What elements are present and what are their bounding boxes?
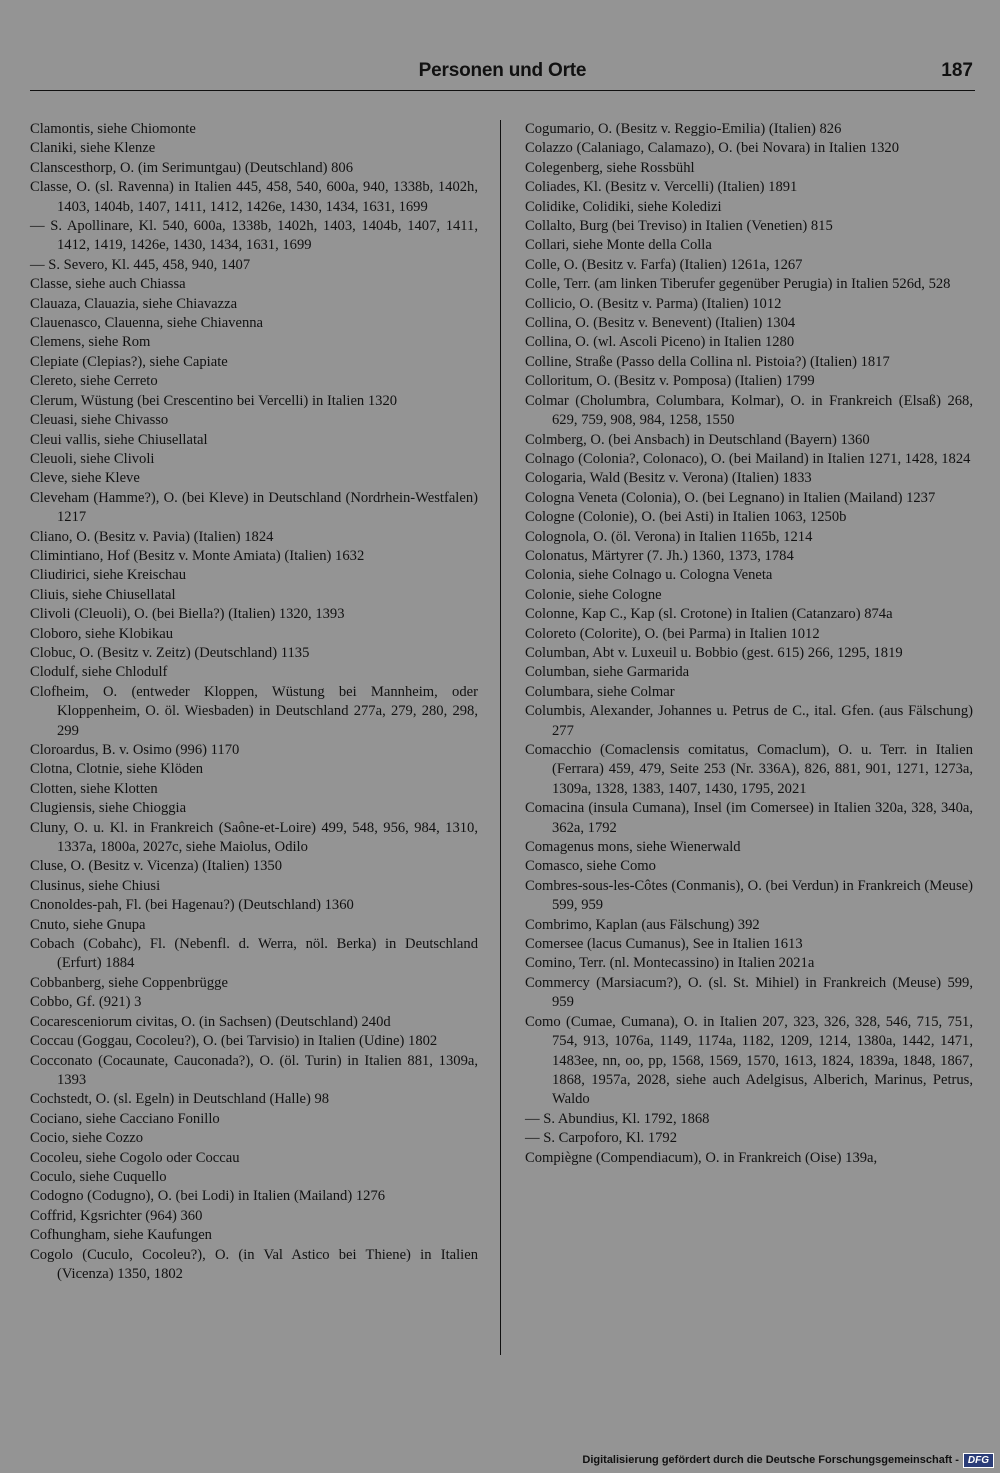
footer-credit: Digitalisierung gefördert durch die Deutsche Forschungsgemeinschaft - <box>582 1454 959 1466</box>
index-entry: Clivoli (Cleuoli), O. (bei Biella?) (Italien) 1320, 1393 <box>30 606 345 623</box>
index-entry: Cluny, O. u. Kl. in Frankreich (Saône-et-Loire) 499, 548, 956, 984, 1310, 1337a, 1800a, 2027c, siehe Maiolus, Odilo <box>30 819 478 856</box>
index-entry: Comino, Terr. (nl. Montecassino) in Italien 2021a <box>525 955 815 972</box>
index-entry: Cleuasi, siehe Chivasso <box>30 412 169 429</box>
index-entry: Cocconato (Cocaunate, Cauconada?), O. (öl. Turin) in Italien 881, 1309a, 1393 <box>30 1052 478 1088</box>
page-title: Personen und Orte <box>418 60 587 81</box>
index-entry: Clotten, siehe Klotten <box>30 780 158 797</box>
dfg-logo-icon: DFG <box>963 1453 994 1468</box>
index-entry: Clepiate (Clepias?), siehe Capiate <box>30 353 228 370</box>
index-entry: Columban, siehe Garmarida <box>525 664 690 681</box>
index-entry: Collicio, O. (Besitz v. Parma) (Italien) 1012 <box>525 295 782 312</box>
page-number: 187 <box>941 60 973 81</box>
index-entry: Cobach (Cobahc), Fl. (Nebenfl. d. Werra, nöl. Berka) in Deutschland (Erfurt) 1884 <box>30 936 478 972</box>
index-entry: Claniki, siehe Klenze <box>30 140 156 157</box>
index-entry: Cleveham (Hamme?), O. (bei Kleve) in Deutschland (Nordrhein-Westfalen) 1217 <box>30 489 478 526</box>
index-entry: Columban, Abt v. Luxeuil u. Bobbio (gest. 615) 266, 1295, 1819 <box>525 644 903 661</box>
index-entry: Combres-sous-les-Côtes (Conmanis), O. (bei Verdun) in Frankreich (Meuse) 599, 959 <box>525 877 973 914</box>
index-entry: — S. Carpoforo, Kl. 1792 <box>525 1130 678 1147</box>
index-entry: Clauenasco, Clauenna, siehe Chiavenna <box>30 315 264 332</box>
index-entry: Colline, Straße (Passo della Collina nl. Pistoia?) (Italien) 1817 <box>525 353 890 370</box>
index-entry: Cologaria, Wald (Besitz v. Verona) (Italien) 1833 <box>525 470 812 487</box>
index-entry: Cleve, siehe Kleve <box>30 470 140 487</box>
index-entry: Colidike, Colidiki, siehe Koledizi <box>525 198 722 215</box>
index-entry: Classe, O. (sl. Ravenna) in Italien 445, 458, 540, 600a, 940, 1338b, 1402h, 1403, 1404b, 1407, 1411, 1412, 1426e, 1430, 1434, 1631, 1699 <box>30 179 478 215</box>
index-entry: Cliano, O. (Besitz v. Pavia) (Italien) 1824 <box>30 528 274 545</box>
index-entry: Cliuis, siehe Chiusellatal <box>30 586 176 603</box>
index-entry: Clereto, siehe Cerreto <box>30 373 158 390</box>
index-entry: Cnuto, siehe Gnupa <box>30 916 146 933</box>
index-entry: Clugiensis, siehe Chioggia <box>30 800 187 817</box>
index-entry: Cocaresceniorum civitas, O. (in Sachsen) (Deutschland) 240d <box>30 1013 391 1030</box>
index-entry: Cluse, O. (Besitz v. Vicenza) (Italien) 1350 <box>30 858 283 875</box>
index-entry: — S. Abundius, Kl. 1792, 1868 <box>525 1110 710 1127</box>
index-entry: — S. Severo, Kl. 445, 458, 940, 1407 <box>30 256 251 273</box>
index-entry: Cogolo (Cuculo, Cocoleu?), O. (in Val Astico bei Thiene) in Italien (Vicenza) 1350, 1802 <box>30 1246 478 1282</box>
index-entry: Colnago (Colonia?, Colonaco), O. (bei Mailand) in Italien 1271, 1428, 1824 <box>525 450 971 467</box>
index-entry: Como (Cumae, Cumana), O. in Italien 207, 323, 326, 328, 546, 715, 751, 754, 913, 1076a, 1149, 1174a, 1182, 1209, 1214, 1380a, 1442, 1471, 1483ee, nn, oo, pp, 1568, 1569, 1570, 1613, 1824, 1839a, 1848, 1867, 1868, 1957a, 2028, siehe auch Adelgisus, Alberich, Marinus, Petrus, Waldo <box>525 1013 973 1108</box>
column-divider <box>500 120 501 1355</box>
index-entry: Clauaza, Clauazia, siehe Chiavazza <box>30 295 238 312</box>
index-entry: Clofheim, O. (entweder Kloppen, Wüstung bei Mannheim, oder Kloppenheim, O. öl. Wiesbaden) in Deutschland 277a, 279, 280, 298, 299 <box>30 683 478 739</box>
index-entry: Cocoleu, siehe Cogolo oder Coccau <box>30 1149 240 1166</box>
index-entry: Cobbanberg, siehe Coppenbrügge <box>30 974 228 991</box>
index-entry: Cofhungham, siehe Kaufungen <box>30 1227 212 1244</box>
index-column-right <box>525 120 973 1168</box>
index-entry: Clemens, siehe Rom <box>30 334 151 351</box>
index-entry: Colle, O. (Besitz v. Farfa) (Italien) 1261a, 1267 <box>525 256 803 273</box>
index-entry: Collina, O. (wl. Ascoli Piceno) in Italien 1280 <box>525 334 795 351</box>
index-entry: Colazzo (Calaniago, Calamazo), O. (bei Novara) in Italien 1320 <box>525 140 900 157</box>
index-entry: Cloboro, siehe Klobikau <box>30 625 174 642</box>
index-entry: Clanscesthorp, O. (im Serimuntgau) (Deutschland) 806 <box>30 159 354 176</box>
index-entry: Clobuc, O. (Besitz v. Zeitz) (Deutschland) 1135 <box>30 644 310 661</box>
index-entry: Colmar (Cholumbra, Columbara, Kolmar), O. in Frankreich (Elsaß) 268, 629, 759, 908, 984, 1258, 1550 <box>525 392 973 429</box>
index-entry: Cologna Veneta (Colonia), O. (bei Legnano) in Italien (Mailand) 1237 <box>525 489 936 506</box>
index-entry: Combrimo, Kaplan (aus Fälschung) 392 <box>525 916 760 933</box>
index-entry: Cocio, siehe Cozzo <box>30 1130 144 1147</box>
index-entry: Columbara, siehe Colmar <box>525 683 675 700</box>
index-entry: Clotna, Clotnie, siehe Klöden <box>30 761 204 778</box>
index-entry: Classe, siehe auch Chiassa <box>30 276 186 293</box>
index-entry: Colonne, Kap C., Kap (sl. Crotone) in Italien (Catanzaro) 874a <box>525 606 893 623</box>
index-entry: Colmberg, O. (bei Ansbach) in Deutschland (Bayern) 1360 <box>525 431 870 448</box>
index-entry: Cliudirici, siehe Kreischau <box>30 567 187 584</box>
index-entry: Collina, O. (Besitz v. Benevent) (Italien) 1304 <box>525 315 796 332</box>
index-entry: Comagenus mons, siehe Wienerwald <box>525 839 741 856</box>
index-entry: Coccau (Goggau, Cocoleu?), O. (bei Tarvisio) in Italien (Udine) 1802 <box>30 1033 438 1050</box>
index-entry: Coliades, Kl. (Besitz v. Vercelli) (Italien) 1891 <box>525 179 798 196</box>
index-entry: Cleuoli, siehe Clivoli <box>30 450 155 467</box>
index-entry: Climintiano, Hof (Besitz v. Monte Amiata) (Italien) 1632 <box>30 547 365 564</box>
index-entry: Colonie, siehe Cologne <box>525 586 662 603</box>
index-entry: Cogumario, O. (Besitz v. Reggio-Emilia) (Italien) 826 <box>525 121 842 137</box>
index-entry: Cloroardus, B. v. Osimo (996) 1170 <box>30 742 240 758</box>
index-entry: Collalto, Burg (bei Treviso) in Italien (Venetien) 815 <box>525 218 833 235</box>
index-entry: Comersee (lacus Cumanus), See in Italien 1613 <box>525 936 803 953</box>
index-entry: Coffrid, Kgsrichter (964) 360 <box>30 1207 203 1224</box>
index-entry: Colle, Terr. (am linken Tiberufer gegenüber Perugia) in Italien 526d, 528 <box>525 276 951 293</box>
index-entry: Cociano, siehe Cacciano Fonillo <box>30 1110 220 1127</box>
index-entry: Clusinus, siehe Chiusi <box>30 877 161 894</box>
index-entry: Coculo, siehe Cuquello <box>30 1168 167 1185</box>
index-entry: Colonia, siehe Colnago u. Cologna Veneta <box>525 567 773 584</box>
index-entry: Cleui vallis, siehe Chiusellatal <box>30 431 208 448</box>
index-entry: Codogno (Codugno), O. (bei Lodi) in Italien (Mailand) 1276 <box>30 1188 386 1205</box>
index-entry: Coloreto (Colorite), O. (bei Parma) in Italien 1012 <box>525 625 820 642</box>
index-entry: Colegenberg, siehe Rossbühl <box>525 159 695 176</box>
index-entry: Comasco, siehe Como <box>525 858 656 875</box>
index-entry: Clamontis, siehe Chiomonte <box>30 121 196 137</box>
index-column-left <box>30 120 478 1284</box>
index-entry: Cobbo, Gf. (921) 3 <box>30 994 142 1011</box>
index-entry: Cnonoldes-pah, Fl. (bei Hagenau?) (Deutschland) 1360 <box>30 897 354 914</box>
index-entry: Collari, siehe Monte della Colla <box>525 237 712 254</box>
index-entry: — S. Apollinare, Kl. 540, 600a, 1338b, 1402h, 1403, 1404b, 1407, 1411, 1412, 1419, 1426e, 1430, 1434, 1631, 1699 <box>30 218 478 254</box>
index-entry: Clodulf, siehe Chlodulf <box>30 664 168 681</box>
footer <box>582 1451 994 1469</box>
index-entry: Commercy (Marsiacum?), O. (sl. St. Mihiel) in Frankreich (Meuse) 599, 959 <box>525 974 973 1011</box>
index-entry: Clerum, Wüstung (bei Crescentino bei Vercelli) in Italien 1320 <box>30 392 398 409</box>
index-entry: Colognola, O. (öl. Verona) in Italien 1165b, 1214 <box>525 528 813 545</box>
index-entry: Colloritum, O. (Besitz v. Pomposa) (Italien) 1799 <box>525 373 815 390</box>
index-entry: Compiègne (Compendiacum), O. in Frankreich (Oise) 139a, <box>525 1149 878 1166</box>
index-entry: Colonatus, Märtyrer (7. Jh.) 1360, 1373, 1784 <box>525 547 794 564</box>
index-entry: Cochstedt, O. (sl. Egeln) in Deutschland (Halle) 98 <box>30 1091 330 1108</box>
page-header <box>30 58 975 91</box>
index-entry: Comacchio (Comaclensis comitatus, Comaclum), O. u. Terr. in Italien (Ferrara) 459, 479, Seite 253 (Nr. 336A), 826, 881, 901, 1271, 1273a, 1309a, 1328, 1383, 1407, 1430, 1795, 2021 <box>525 742 973 797</box>
index-entry: Columbis, Alexander, Johannes u. Petrus de C., ital. Gfen. (aus Fälschung) 277 <box>525 703 973 739</box>
index-entry: Comacina (insula Cumana), Insel (im Comersee) in Italien 320a, 328, 340a, 362a, 1792 <box>525 800 973 836</box>
index-entry: Cologne (Colonie), O. (bei Asti) in Italien 1063, 1250b <box>525 509 847 526</box>
